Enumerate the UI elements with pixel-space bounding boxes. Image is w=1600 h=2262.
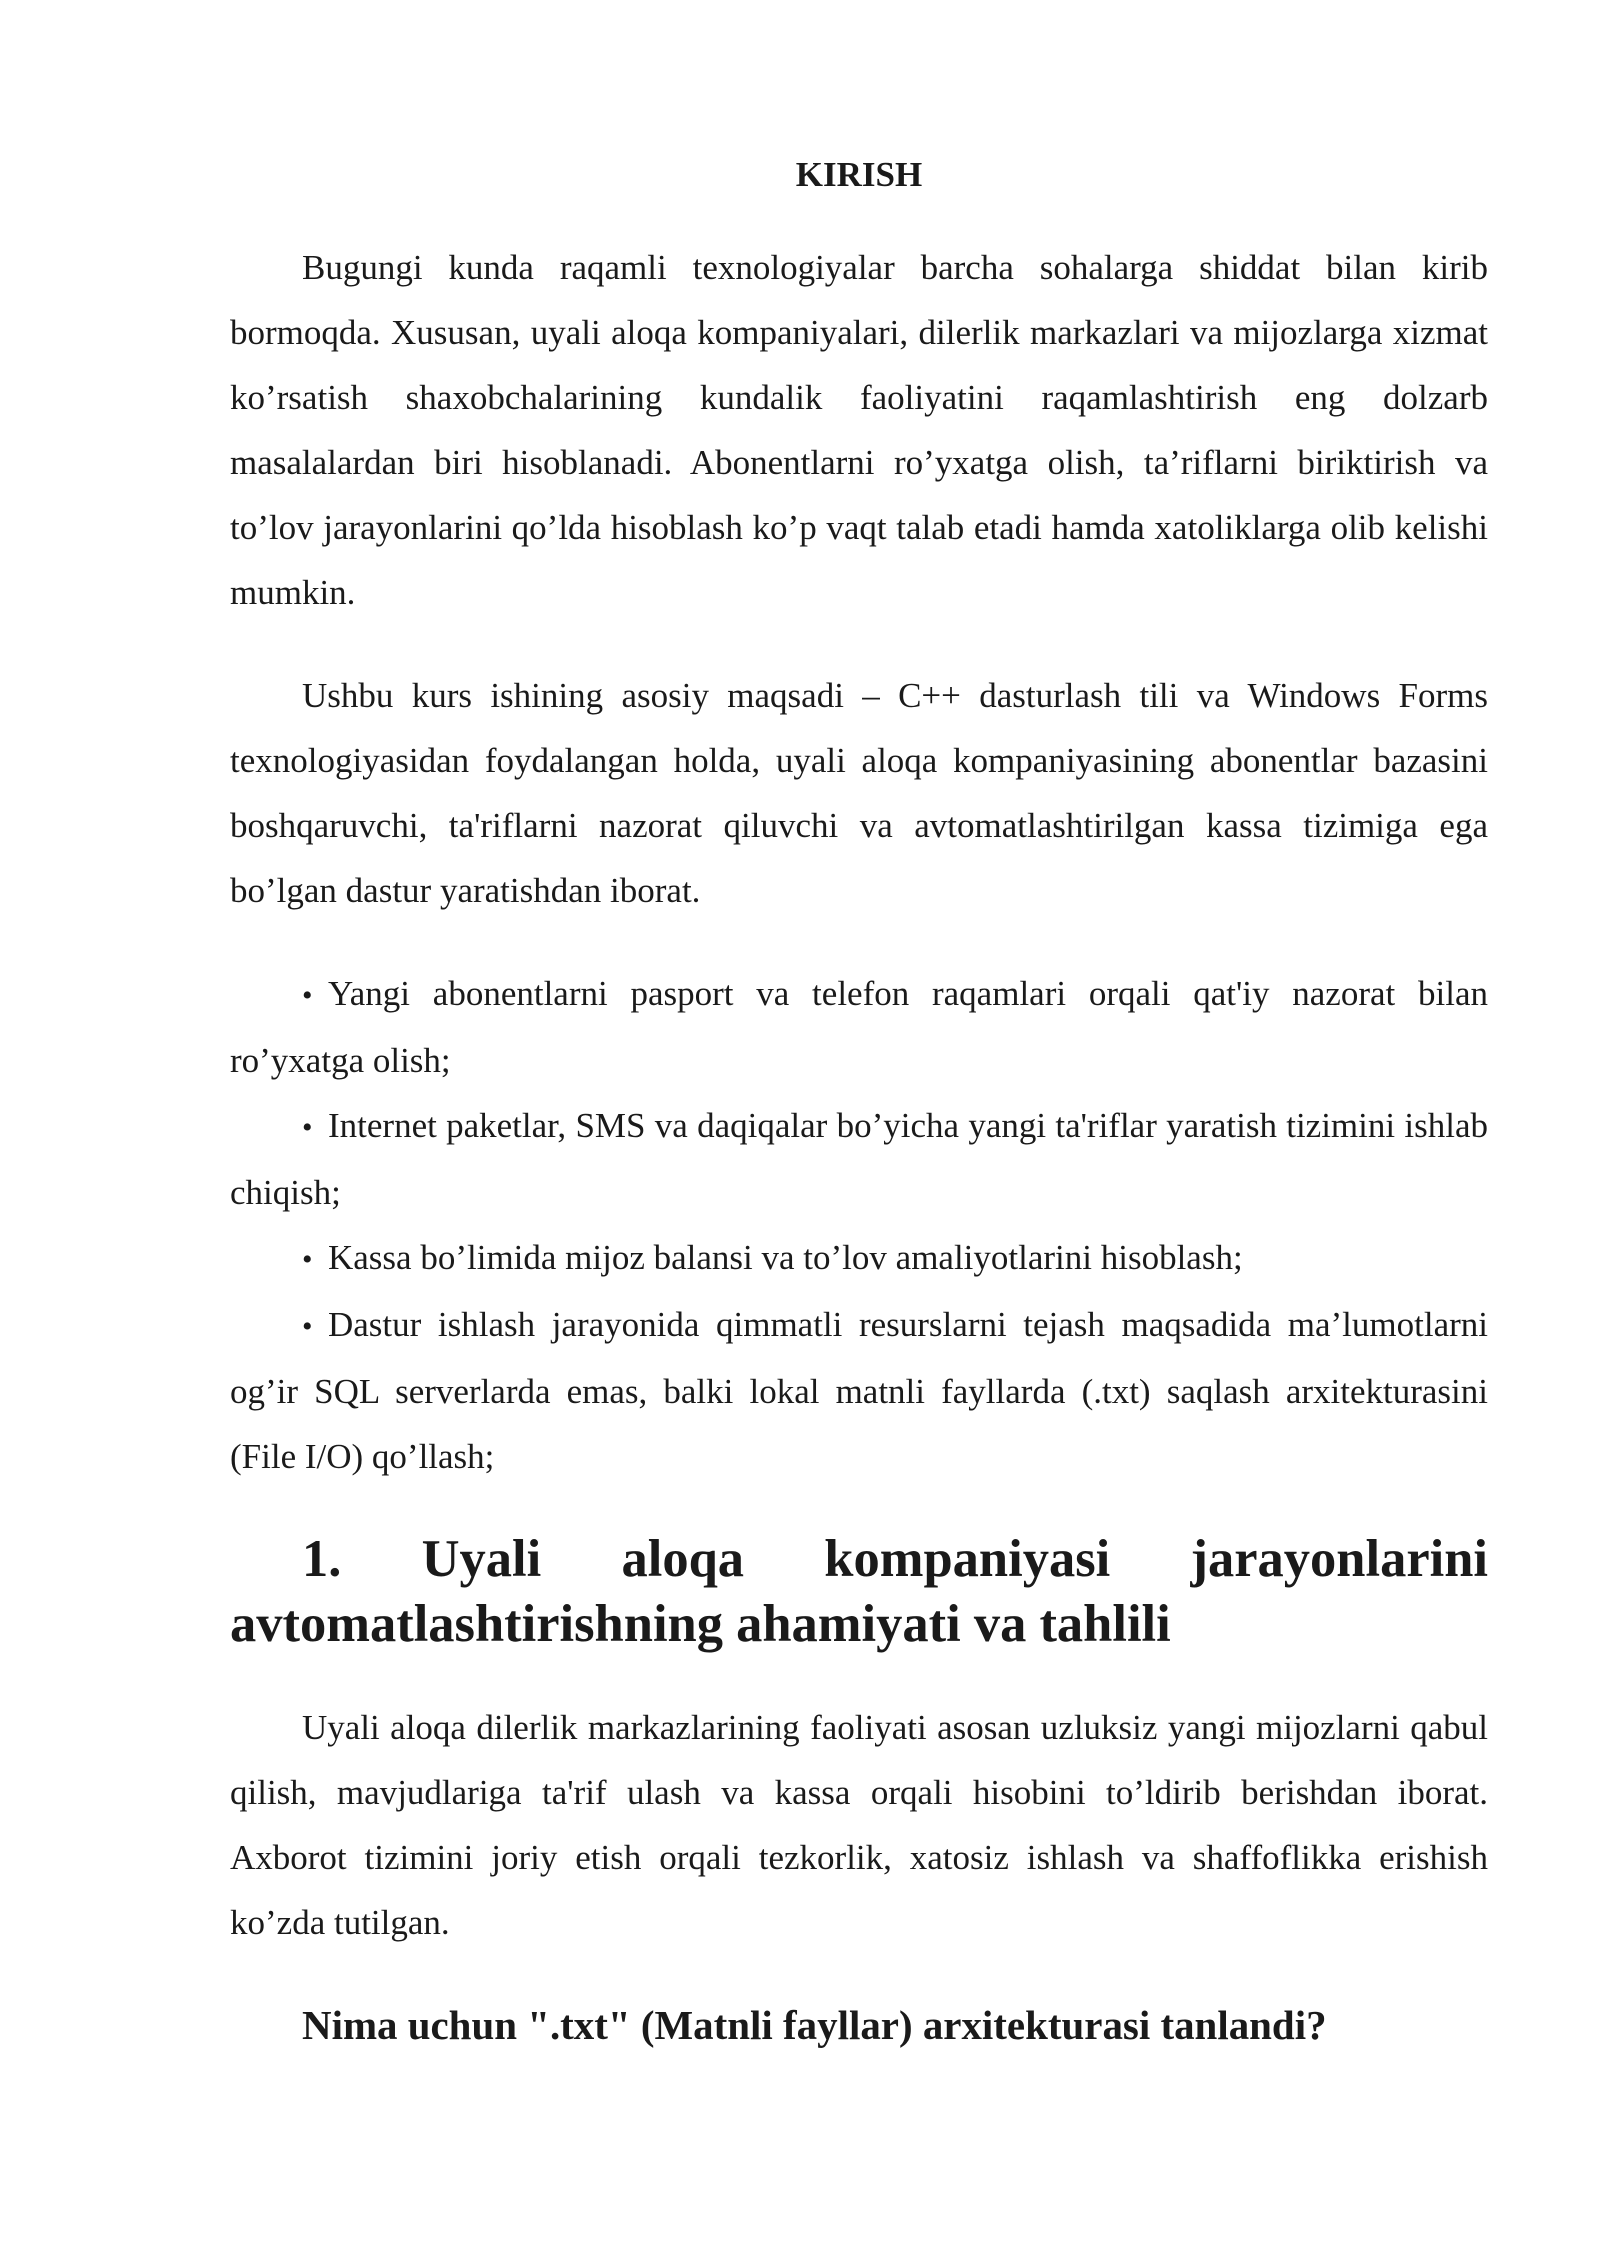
list-item-text: Dastur ishlash jarayonida qimmatli resurslarni tejash maqsadida ma’lumotlarni og’ir SQL serverlarda emas, balki lokal matnli fayllarda (.txt) saqlash arxitekturasini (File I/O) qo’llash;	[230, 1305, 1488, 1476]
intro-paragraph-1: Bugungi kunda raqamli texnologiyalar barcha sohalarga shiddat bilan kirib bormoqda. Xususan, uyali aloqa kompaniyalari, dilerlik markazlari va mijozlarga xizmat ko’rsatish shaxobchalarining kundalik faoliyatini raqamlashtirish eng dolzarb masalalardan biri hisoblanadi. Abonentlarni ro’yxatga olish, ta’riflarni biriktirish va to’lov jarayonlarini qo’lda hisoblash ko’p vaqt talab etadi hamda xatoliklarga olib kelishi mumkin.	[230, 248, 1488, 612]
list-item	[230, 1093, 1488, 1225]
list-item	[230, 1292, 1488, 1489]
bullet-icon: •	[302, 979, 313, 1012]
bullet-icon: •	[302, 1310, 313, 1343]
document-title: KIRISH	[795, 155, 923, 194]
document-content	[230, 145, 1488, 2096]
list-item-text: Kassa bo’limida mijoz balansi va to’lov amaliyotlarini hisoblash;	[328, 1238, 1243, 1277]
intro-paragraph-2: Ushbu kurs ishining asosiy maqsadi – C++ dasturlash tili va Windows Forms texnologiyasidan foydalangan holda, uyali aloqa kompaniyasining abonentlar bazasini boshqaruvchi, ta'riflarni nazorat qiluvchi va avtomatlashtirilgan kassa tizimiga ega bo’lgan dastur yaratishdan iborat.	[230, 676, 1488, 910]
list-item-text: Yangi abonentlarni pasport va telefon raqamlari orqali qat'iy nazorat bilan ro’yxatga olish;	[230, 974, 1488, 1080]
section-heading: 1. Uyali aloqa kompaniyasi jarayonlarini avtomatlashtirishning ahamiyati va tahlili	[230, 1530, 1488, 1653]
section-paragraph: Uyali aloqa dilerlik markazlarining faoliyati asosan uzluksiz yangi mijozlarni qabul qilish, mavjudlariga ta'rif ulash va kassa orqali hisobini to’ldirib berishdan iborat. Axborot tizimini joriy etish orqali tezkorlik, xatosiz ishlash va shaffoflikka erishish ko’zda tutilgan.	[230, 1708, 1488, 1942]
list-item	[230, 1225, 1488, 1292]
bullet-icon: •	[302, 1111, 313, 1144]
subheading: Nima uchun ".txt" (Matnli fayllar) arxitekturasi tanlandi?	[302, 2003, 1327, 2048]
list-item-text: Internet paketlar, SMS va daqiqalar bo’yicha yangi ta'riflar yaratish tizimini ishlab chiqish;	[230, 1106, 1488, 1212]
bullet-icon: •	[302, 1243, 313, 1276]
goals-list	[230, 961, 1488, 1489]
list-item	[230, 961, 1488, 1093]
